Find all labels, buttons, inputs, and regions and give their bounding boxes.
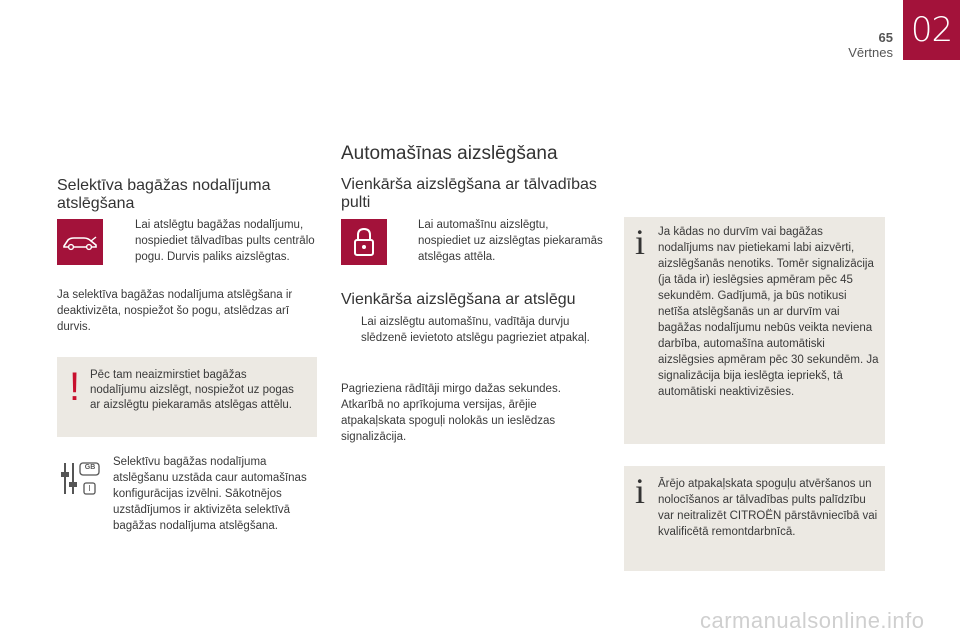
warning-text: Pēc tam neaizmirstiet bagāžas nodalījumu aizslēgt, nospiežot uz pogas ar aizslēgtu piekaramās atslēgas attēlu. <box>90 369 294 411</box>
info-icon: i <box>635 222 646 262</box>
remote-lock-step <box>398 217 603 265</box>
info-text-locking: Ja kādas no durvīm vai bagāžas nodalījums nav pietiekami labi aizvērti, aizslēgšanās nenotiks. Tomēr signalizācija (ja tāda ir) ieslēgsies apmēram pēc 45 sekundēm. Gadījumā, ja būs notikusi netīša atslēgšanās un ar durvīm vai bagāžas nodalījumu nebūs veikta neviena darbība, automašīna automātiski aizslēgsies apmēram pēc 30 sekundēm. Ja signalizācija bija ieslēgta iepriekš, tā automātiski neaktivizēsies. <box>658 226 879 398</box>
info-box-locking <box>624 217 885 444</box>
key-lock-step-text: Lai aizslēgtu automašīnu, vadītāja durvju slēdzenē ievietoto atslēgu pagrieziet atpakaļ. <box>361 316 590 344</box>
chapter-tab: 02 <box>903 0 960 60</box>
left-heading: Selektīva bagāžas nodalījuma atslēgšana <box>57 177 271 212</box>
bullet-icon <box>115 217 135 265</box>
bullet-icon <box>341 314 361 346</box>
info-text-mirrors: Ārējo atpakaļskata spoguļu atvēršanos un nolocīšanos ar tālvadības pults palīdzību var neitralizēt CITROËN pārstāvniecībā vai kvalificētā remontdarbnīcā. <box>658 478 878 538</box>
remote-lock-heading: Vienkārša aizslēgšana ar tālvadības pulti <box>341 176 597 211</box>
trunk-unlock-icon <box>62 233 98 251</box>
padlock-icon <box>353 227 375 257</box>
config-menu-icon <box>60 458 102 498</box>
bullet-icon <box>398 217 418 265</box>
section-title: Vērtnes <box>848 45 893 60</box>
left-step-text: Lai atslēgtu bagāžas nodalījumu, nospiediet tālvadības pults centrālo pogu. Durvis paliks aizslēgtas. <box>135 219 315 263</box>
main-heading: Automašīnas aizslēgšana <box>341 143 558 164</box>
page-number: 65 <box>878 30 893 45</box>
warning-icon: ! <box>69 365 81 409</box>
config-icon-label-top: GB <box>84 464 96 471</box>
config-note: Selektīvu bagāžas nodalījuma atslēgšanu uzstāda caur automašīnas konfigurācijas izvēlni. Sākotnējos uzstādījumos ir aktivizēta selektīvā bagāžas nodalījuma atslēgšana. <box>113 456 307 532</box>
info-icon: i <box>635 471 646 511</box>
warning-box <box>57 357 317 437</box>
key-lock-heading: Vienkārša aizslēgšana ar atslēgu <box>341 291 576 308</box>
key-lock-paragraph: Pagrieziena rādītāji mirgo dažas sekundes. Atkarībā no aprīkojuma versijas, ārējie atpakaļskata spoguļi nolokās un ieslēdzas signalizācija. <box>341 383 561 443</box>
left-paragraph: Ja selektīva bagāžas nodalījuma atslēgšana ir deaktivizēta, nospiežot šo pogu, atslēdzas arī durvis. <box>57 289 293 333</box>
watermark: carmanualsonline.info <box>700 608 925 633</box>
info-box-mirrors <box>624 466 885 571</box>
config-icon-label-bottom: I <box>88 484 91 493</box>
remote-lock-step-text: Lai automašīnu aizslēgtu, nospiediet uz aizslēgtas piekaramās atslēgas attēla. <box>418 219 603 263</box>
car-trunk-icon <box>57 219 103 265</box>
lock-button-icon <box>341 219 387 265</box>
left-step <box>115 217 320 265</box>
key-lock-step <box>341 314 603 346</box>
